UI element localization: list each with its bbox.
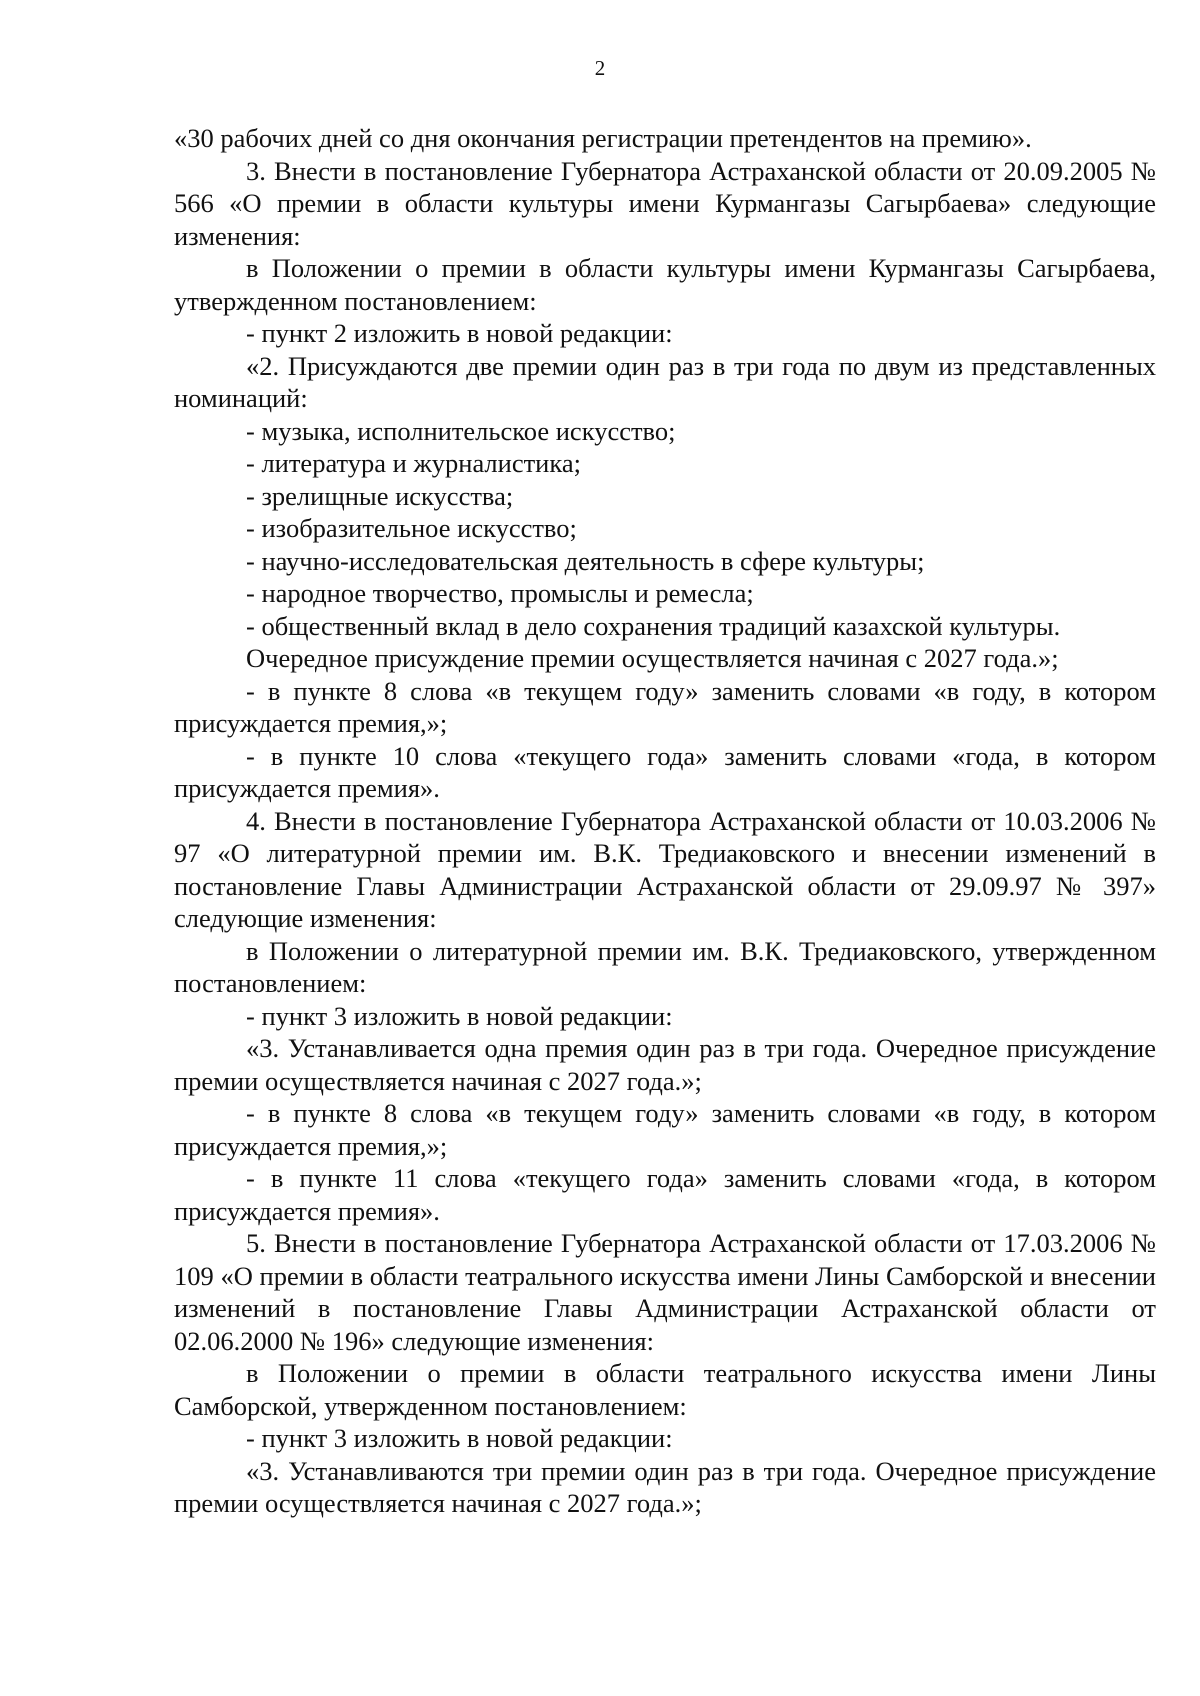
paragraph: - пункт 3 изложить в новой редакции: — [246, 1000, 673, 1031]
paragraph: Очередное присуждение премии осуществляется начиная с 2027 года.»; — [246, 643, 1059, 673]
paragraph: «2. Присуждаются две премии один раз в три года по двум из представленных номинаций: — [174, 350, 1156, 413]
nomination-item: - музыка, исполнительское искусство; — [246, 415, 676, 446]
nomination-item: - народное творчество, промыслы и ремесла; — [246, 578, 754, 608]
paragraph-continuation: «30 рабочих дней со дня окончания регистрации претендентов на премию». — [174, 123, 1032, 153]
paragraph: - пункт 2 изложить в новой редакции: — [246, 318, 673, 348]
paragraph: «3. Устанавливаются три премии один раз в три года. Очередное присуждение премии осуществляется начиная с 2027 года.»; — [174, 1455, 1156, 1518]
paragraph: «3. Устанавливается одна премия один раз в три года. Очередное присуждение премии осуществляется начиная с 2027 года.»; — [174, 1033, 1156, 1096]
page-number: 2 — [594, 56, 606, 80]
paragraph: в Положении о премии в области культуры имени Курмангазы Сагырбаева, утвержденном постановлением: — [174, 253, 1156, 316]
paragraph: - пункт 3 изложить в новой редакции: — [246, 1423, 673, 1453]
nomination-item: - изобразительное искусство; — [246, 513, 577, 543]
paragraph-item-3: 3. Внести в постановление Губернатора Астраханской области от 20.09.2005 № 566 «О премии в области культуры имени Курмангазы Сагырбаева» следующие изменения: — [174, 155, 1156, 251]
paragraph: - в пункте 11 слова «текущего года» заменить словами «года, в котором присуждается премия». — [174, 1163, 1156, 1226]
paragraph: - в пункте 10 слова «текущего года» заменить словами «года, в котором присуждается премия». — [174, 740, 1156, 803]
document-body — [174, 122, 1156, 1520]
nomination-item: - зрелищные искусства; — [246, 480, 514, 511]
nomination-item: - научно-исследовательская деятельность в сфере культуры; — [246, 545, 925, 576]
paragraph: в Положении о литературной премии им. В.К. Тредиаковского, утвержденном постановлением: — [174, 935, 1156, 998]
paragraph: в Положении о премии в области театрального искусства имени Лины Самборской, утвержденном постановлением: — [174, 1358, 1156, 1421]
paragraph-item-5: 5. Внести в постановление Губернатора Астраханской области от 17.03.2006 № 109 «О премии в области театрального искусства имени Лины Самборской и внесении изменений в постановление Главы Администрации Астраханской области от 02.06.2000 № 196» следующие изменения: — [174, 1228, 1156, 1356]
nomination-item: - общественный вклад в дело сохранения традиций казахской культуры. — [246, 610, 1061, 641]
paragraph-item-4: 4. Внести в постановление Губернатора Астраханской области от 10.03.2006 № 97 «О литературной премии им. В.К. Тредиаковского и внесении изменений в постановление Главы Администрации Астраханской области от 29.09.97 № 397» следующие изменения: — [174, 805, 1156, 933]
paragraph: - в пункте 8 слова «в текущем году» заменить словами «в году, в котором присуждается премия,»; — [174, 675, 1156, 738]
nomination-item: - литература и журналистика; — [246, 448, 581, 478]
paragraph: - в пункте 8 слова «в текущем году» заменить словами «в году, в котором присуждается премия,»; — [174, 1098, 1156, 1161]
